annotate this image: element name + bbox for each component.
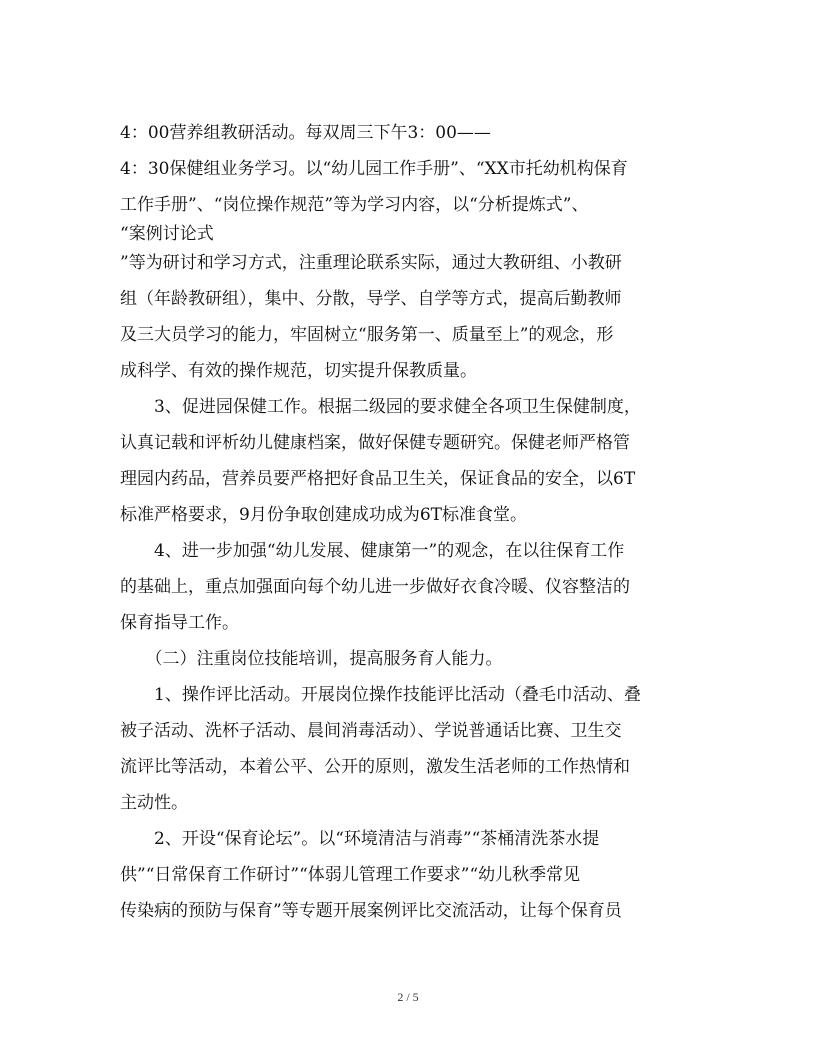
text-line-4: “案例讨论式 [120, 224, 214, 244]
text-line-6: 组（年龄教研组），集中、分散，导学、自学等方式，提高后勤教师 [120, 289, 622, 309]
text-line-8: 成科学、有效的操作规范，切实提升保教质量。 [120, 361, 477, 381]
text-line-2: 4：30保健组业务学习。以“幼儿园工作手册”、“XX市托幼机构保育 [120, 159, 628, 179]
text-line-20: 主动性。 [120, 793, 188, 813]
text-line-12: 标准严格要求，9月份争取创建成功成为6T标准食堂。 [120, 505, 527, 525]
text-line-7: 及三大员学习的能力，牢固树立“服务第一、质量至上”的观念，形 [120, 325, 614, 345]
text-line-1: 4：00营养组教研活动。每双周三下午3：00—— [120, 123, 491, 143]
text-line-3: 工作手册”、“岗位操作规范”等为学习内容，以“分析提炼式”、 [120, 195, 589, 215]
text-line-5: ”等为研讨和学习方式，注重理论联系实际，通过大教研组、小教研 [120, 253, 622, 273]
text-line-14: 的基础上，重点加强面向每个幼儿进一步做好衣食冷暖、仪容整洁的 [120, 577, 630, 597]
document-body [120, 115, 700, 929]
text-line-18: 被子活动、洗杯子活动、晨间消毒活动）、学说普通话比赛、卫生交 [120, 721, 622, 741]
text-line-19: 流评比等活动，本着公平、公开的原则，激发生活老师的工作热情和 [120, 757, 630, 777]
page-number: 2 / 5 [397, 990, 419, 1004]
text-line-17: 1、操作评比活动。开展岗位操作技能评比活动（叠毛巾活动、叠 [120, 685, 641, 705]
text-line-23: 传染病的预防与保育”等专题开展案例评比交流活动，让每个保育员 [120, 901, 622, 921]
text-line-13: 4、进一步加强“幼儿发展、健康第一”的观念，在以往保育工作 [120, 541, 625, 561]
text-line-15: 保育指导工作。 [120, 613, 239, 633]
text-line-10: 认真记载和评析幼儿健康档案，做好保健专题研究。保健老师严格管 [120, 433, 630, 453]
text-line-22: 供”“日常保育工作研讨”“体弱儿管理工作要求”“幼儿秋季常见 [120, 865, 581, 885]
text-line-11: 理园内药品，营养员要严格把好食品卫生关，保证食品的安全，以6T [120, 469, 636, 489]
text-line-16: （二）注重岗位技能培训，提高服务育人能力。 [120, 649, 503, 669]
text-line-21: 2、开设“保育论坛”。以“环境清洁与消毒”“茶桶清洗茶水提 [120, 829, 600, 849]
text-line-9: 3、促进园保健工作。根据二级园的要求健全各项卫生保健制度， [120, 397, 641, 417]
